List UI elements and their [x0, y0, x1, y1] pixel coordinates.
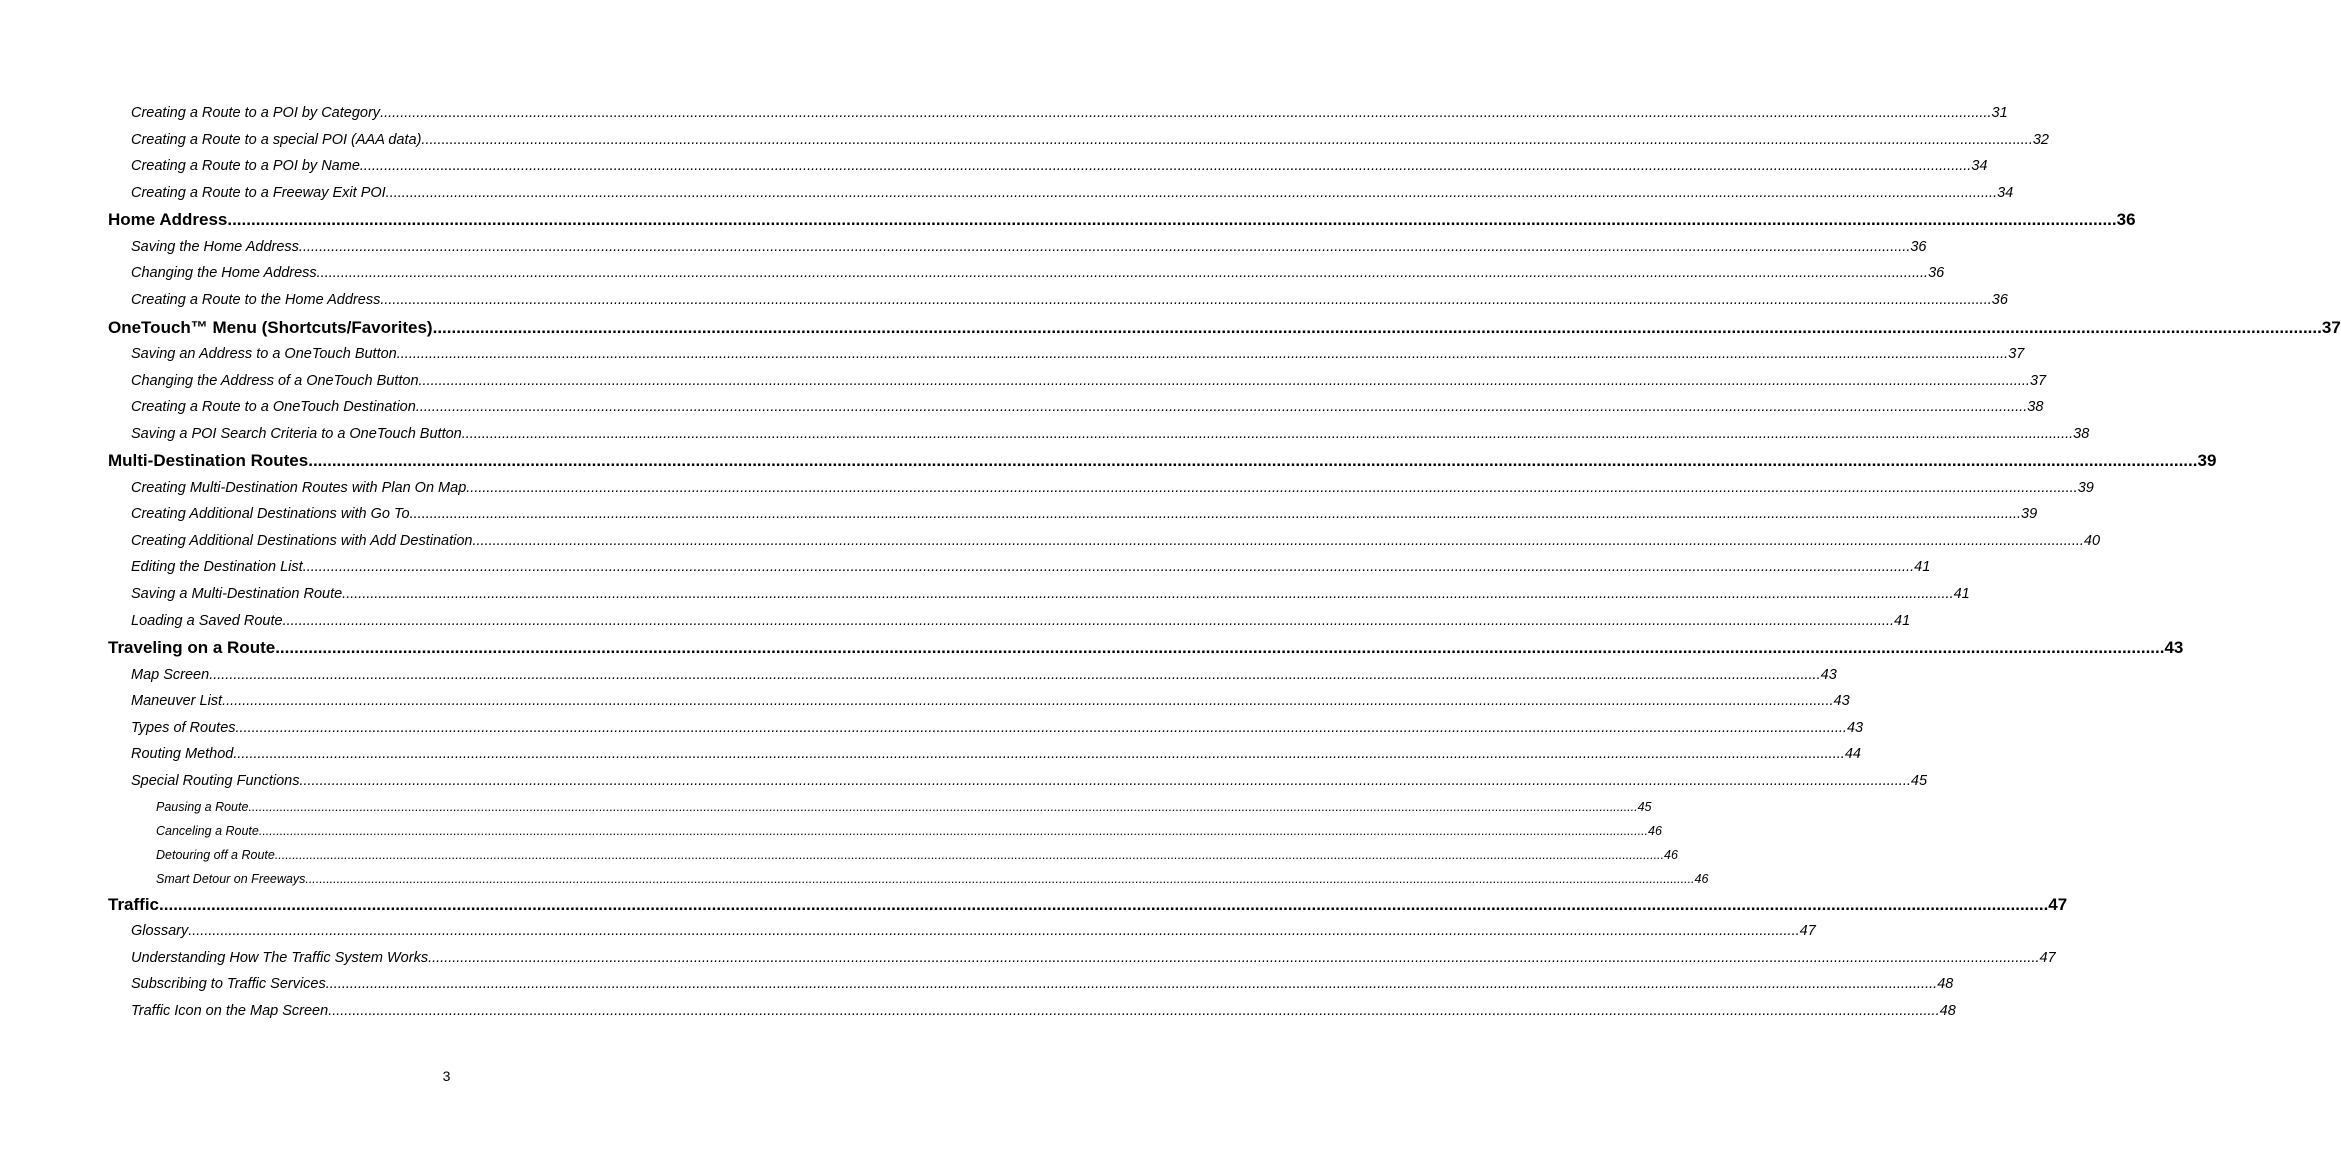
toc-entry-page: 40	[2083, 532, 2101, 549]
toc-entry-title: Creating a Route to a OneTouch Destination	[131, 399, 416, 416]
toc-entry-page: 41	[1914, 559, 1931, 576]
toc-dot-leader: ................................................................................................................................................................................................................................................................................................................................................................................................................	[274, 847, 1664, 862]
toc-entry-page: 37	[2321, 317, 2341, 337]
toc-entry-title: Saving a POI Search Criteria to a OneTouch Button	[131, 425, 462, 442]
toc-entry-level2[interactable]	[108, 998, 1956, 1025]
toc-entry-level2[interactable]	[108, 100, 2008, 127]
toc-dot-leader: ................................................................................................................................................................................................................................................................................................................................................................................................................	[466, 479, 2078, 496]
toc-entry-title: Canceling a Route	[156, 823, 259, 838]
toc-entry-title: Creating Additional Destinations with Add Destination	[131, 532, 473, 549]
page-number: 3	[442, 1068, 451, 1084]
toc-dot-leader: ................................................................................................................................................................................................................................................................................................................................................................................................................	[461, 425, 2074, 442]
toc-entry-level3[interactable]	[108, 867, 1709, 891]
toc-entry-page: 36	[2116, 210, 2136, 230]
toc-entry-page: 43	[2164, 638, 2184, 658]
toc-entry-level2[interactable]	[108, 368, 2047, 395]
toc-entry-title: Home Address	[108, 210, 228, 230]
toc-entry-page: 48	[1939, 1002, 1956, 1019]
toc-dot-leader: ................................................................................................................................................................................................................................................................................................................................................................................................................	[325, 976, 1938, 993]
toc-dot-leader: ................................................................................................................................................................................................................................................................................................................................................................................................................	[342, 586, 1954, 603]
toc-entry-level2[interactable]	[108, 688, 1850, 715]
toc-entry-title: Creating Multi-Destination Routes with Plan On Map	[131, 479, 467, 496]
toc-entry-title: Creating a Route to a POI by Category	[131, 105, 381, 121]
toc-entry-level2[interactable]	[108, 608, 1911, 635]
toc-entry-level2[interactable]	[108, 945, 2056, 972]
toc-entry-page: 46	[1694, 871, 1709, 886]
toc-entry-level2[interactable]	[108, 715, 1864, 742]
toc-dot-leader: ................................................................................................................................................................................................................................................................................................................................................................................................................	[418, 372, 2030, 389]
toc-entry-title: Loading a Saved Route	[131, 612, 283, 629]
toc-entry-title: Saving an Address to a OneTouch Button	[131, 345, 397, 362]
toc-entry-page: 43	[1846, 719, 1864, 736]
toc-entry-page: 31	[1991, 105, 2008, 121]
toc-entry-level2[interactable]	[108, 475, 2094, 502]
toc-dot-leader: ................................................................................................................................................................................................................................................................................................................................................................................................................	[305, 871, 1695, 886]
toc-entry-page: 38	[2027, 399, 2044, 416]
toc-entry-page: 47	[2048, 894, 2068, 914]
toc-entry-page: 39	[2077, 479, 2094, 496]
toc-entry-title: Traffic Icon on the Map Screen	[131, 1002, 329, 1019]
toc-entry-level1[interactable]	[108, 314, 2341, 341]
toc-entry-level2[interactable]	[108, 768, 1928, 795]
toc-entry-level2[interactable]	[108, 918, 1816, 945]
toc-entry-page: 48	[1937, 976, 1954, 993]
toc-entry-title: Creating a Route to the Home Address	[131, 291, 381, 308]
toc-dot-leader: ................................................................................................................................................................................................................................................................................................................................................................................................................	[421, 131, 2033, 148]
toc-entry-page: 46	[1664, 847, 1678, 862]
toc-entry-level2[interactable]	[108, 741, 1861, 768]
toc-entry-title: Changing the Address of a OneTouch Button	[131, 372, 419, 389]
toc-dot-leader: ................................................................................................................................................................................................................................................................................................................................................................................................................	[302, 559, 1915, 576]
toc-dot-leader: ................................................................................................................................................................................................................................................................................................................................................................................................................	[409, 506, 2022, 523]
toc-dot-leader: ................................................................................................................................................................................................................................................................................................................................................................................................................	[298, 238, 1911, 255]
toc-dot-leader: ................................................................................................................................................................................................................................................................................................................................................................................................................	[233, 746, 1845, 763]
toc-dot-leader: ................................................................................................................................................................................................................................................................................................................................................................................................................	[472, 532, 2084, 549]
toc-entry-page: 38	[2073, 425, 2090, 442]
toc-entry-title: Maneuver List	[131, 693, 223, 710]
toc-entry-level2[interactable]	[108, 528, 2101, 555]
toc-dot-leader: ................................................................................................................................................................................................................................................................................................................................................................................................................	[359, 158, 1972, 175]
toc-entry-title: Creating Additional Destinations with Go To	[131, 506, 410, 523]
toc-entry-level2[interactable]	[108, 153, 1988, 180]
toc-entry-title: Glossary	[131, 923, 189, 940]
toc-entry-page: 36	[1991, 291, 2008, 308]
toc-entry-level2[interactable]	[108, 501, 2038, 528]
toc-dot-leader: ................................................................................................................................................................................................................................................................................................................................................................................................................	[159, 894, 2049, 914]
toc-entry-title: Smart Detour on Freeways	[156, 871, 306, 886]
toc-entry-level2[interactable]	[108, 127, 2049, 154]
toc-dot-leader: ................................................................................................................................................................................................................................................................................................................................................................................................................	[235, 719, 1847, 736]
toc-entry-title: Creating a Route to a special POI (AAA data)	[131, 131, 422, 148]
toc-dot-leader: ................................................................................................................................................................................................................................................................................................................................................................................................................	[227, 210, 2117, 230]
toc-entry-page: 43	[1833, 693, 1850, 710]
toc-dot-leader: ................................................................................................................................................................................................................................................................................................................................................................................................................	[222, 693, 1834, 710]
toc-dot-leader: ................................................................................................................................................................................................................................................................................................................................................................................................................	[258, 823, 1649, 838]
toc-entry-level2[interactable]	[108, 581, 1970, 608]
toc-entry-title: Creating a Route to a POI by Name	[131, 158, 360, 175]
toc-dot-leader: ................................................................................................................................................................................................................................................................................................................................................................................................................	[380, 291, 1992, 308]
toc-entry-page: 34	[1997, 184, 2014, 201]
toc-dot-leader: ................................................................................................................................................................................................................................................................................................................................................................................................................	[209, 666, 1821, 683]
toc-entry-title: Saving a Multi-Destination Route	[131, 586, 343, 603]
toc-dot-leader: ................................................................................................................................................................................................................................................................................................................................................................................................................	[415, 399, 2028, 416]
toc-entry-level3[interactable]	[108, 795, 1652, 819]
toc-entry-title: Routing Method	[131, 746, 234, 763]
toc-dot-leader: ................................................................................................................................................................................................................................................................................................................................................................................................................	[275, 638, 2165, 658]
toc-entry-level2[interactable]	[108, 341, 2025, 368]
toc-entry-level1[interactable]	[108, 634, 2184, 661]
toc-entry-title: Multi-Destination Routes	[108, 451, 309, 471]
toc-entry-level1[interactable]	[108, 447, 2217, 474]
toc-entry-page: 39	[2197, 451, 2217, 471]
toc-entry-page: 41	[1953, 586, 1970, 603]
toc-entry-level2[interactable]	[108, 662, 1837, 689]
toc-entry-level3[interactable]	[108, 843, 1678, 867]
toc-entry-level2[interactable]	[108, 394, 2044, 421]
toc-entry-page: 41	[1894, 612, 1911, 629]
toc-entry-title: Map Screen	[131, 666, 210, 683]
toc-entry-title: Special Routing Functions	[131, 773, 300, 790]
toc-entry-level1[interactable]	[108, 206, 2136, 233]
toc-dot-leader: ................................................................................................................................................................................................................................................................................................................................................................................................................	[248, 799, 1638, 814]
toc-entry-title: Pausing a Route	[156, 799, 249, 814]
toc-dot-leader: ................................................................................................................................................................................................................................................................................................................................................................................................................	[282, 612, 1895, 629]
toc-entry-page: 45	[1637, 799, 1652, 814]
toc-entry-level1[interactable]	[108, 891, 2068, 918]
toc-entry-level2[interactable]	[108, 260, 1945, 287]
toc-entry-page: 39	[2021, 506, 2038, 523]
toc-entry-title: Changing the Home Address	[131, 265, 317, 282]
toc-entry-page: 34	[1971, 158, 1988, 175]
toc-entry-title: Traffic	[108, 894, 160, 914]
toc-entry-level2[interactable]	[108, 554, 1931, 581]
toc-entry-level3[interactable]	[108, 819, 1662, 843]
toc-entry-page: 37	[2029, 372, 2047, 389]
toc-entry-level2[interactable]	[108, 421, 2090, 448]
toc-dot-leader: ................................................................................................................................................................................................................................................................................................................................................................................................................	[328, 1002, 1940, 1019]
toc-dot-leader: ................................................................................................................................................................................................................................................................................................................................................................................................................	[188, 923, 1800, 940]
toc-entry-level2[interactable]	[108, 971, 1954, 998]
toc-entry-page: 43	[1820, 666, 1837, 683]
toc-entry-title: Editing the Destination List	[131, 559, 303, 576]
toc-dot-leader: ................................................................................................................................................................................................................................................................................................................................................................................................................	[299, 773, 1911, 790]
toc-dot-leader: ................................................................................................................................................................................................................................................................................................................................................................................................................	[308, 451, 2198, 471]
toc-entry-page: 32	[2032, 131, 2049, 148]
toc-dot-leader: ................................................................................................................................................................................................................................................................................................................................................................................................................	[316, 265, 1929, 282]
toc-entry-page: 36	[1910, 238, 1927, 255]
toc-entry-title: Traveling on a Route	[108, 638, 276, 658]
toc-dot-leader: ................................................................................................................................................................................................................................................................................................................................................................................................................	[428, 949, 2040, 966]
toc-entry-title: Types of Routes	[131, 719, 236, 736]
toc-entry-title: Creating a Route to a Freeway Exit POI	[131, 184, 386, 201]
toc-dot-leader: ................................................................................................................................................................................................................................................................................................................................................................................................................	[385, 184, 1998, 201]
toc-entry-page: 37	[2008, 345, 2025, 362]
toc-entry-level2[interactable]	[108, 287, 2008, 314]
toc-entry-level2[interactable]	[108, 180, 2014, 207]
toc-entry-title: Detouring off a Route	[156, 847, 275, 862]
toc-entry-page: 47	[2039, 949, 2056, 966]
toc-dot-leader: ................................................................................................................................................................................................................................................................................................................................................................................................................	[380, 105, 1992, 121]
toc-entry-page: 46	[1648, 823, 1662, 838]
toc-entry-level2[interactable]	[108, 234, 1927, 261]
toc-entry-page: 44	[1844, 746, 1861, 763]
toc-entry-title: OneTouch™ Menu (Shortcuts/Favorites)	[108, 317, 433, 337]
toc-entry-title: Understanding How The Traffic System Works	[131, 949, 429, 966]
toc-dot-leader: ................................................................................................................................................................................................................................................................................................................................................................................................................	[396, 345, 2009, 362]
toc-entry-title: Subscribing to Traffic Services	[131, 976, 326, 993]
toc-dot-leader: ................................................................................................................................................................................................................................................................................................................................................................................................................	[432, 317, 2322, 337]
toc-entry-title: Saving the Home Address	[131, 238, 299, 255]
toc-entry-page: 45	[1910, 773, 1928, 790]
toc-entry-page: 47	[1799, 923, 1816, 940]
table-of-contents	[108, 100, 2341, 1024]
toc-entry-page: 36	[1928, 265, 1945, 282]
